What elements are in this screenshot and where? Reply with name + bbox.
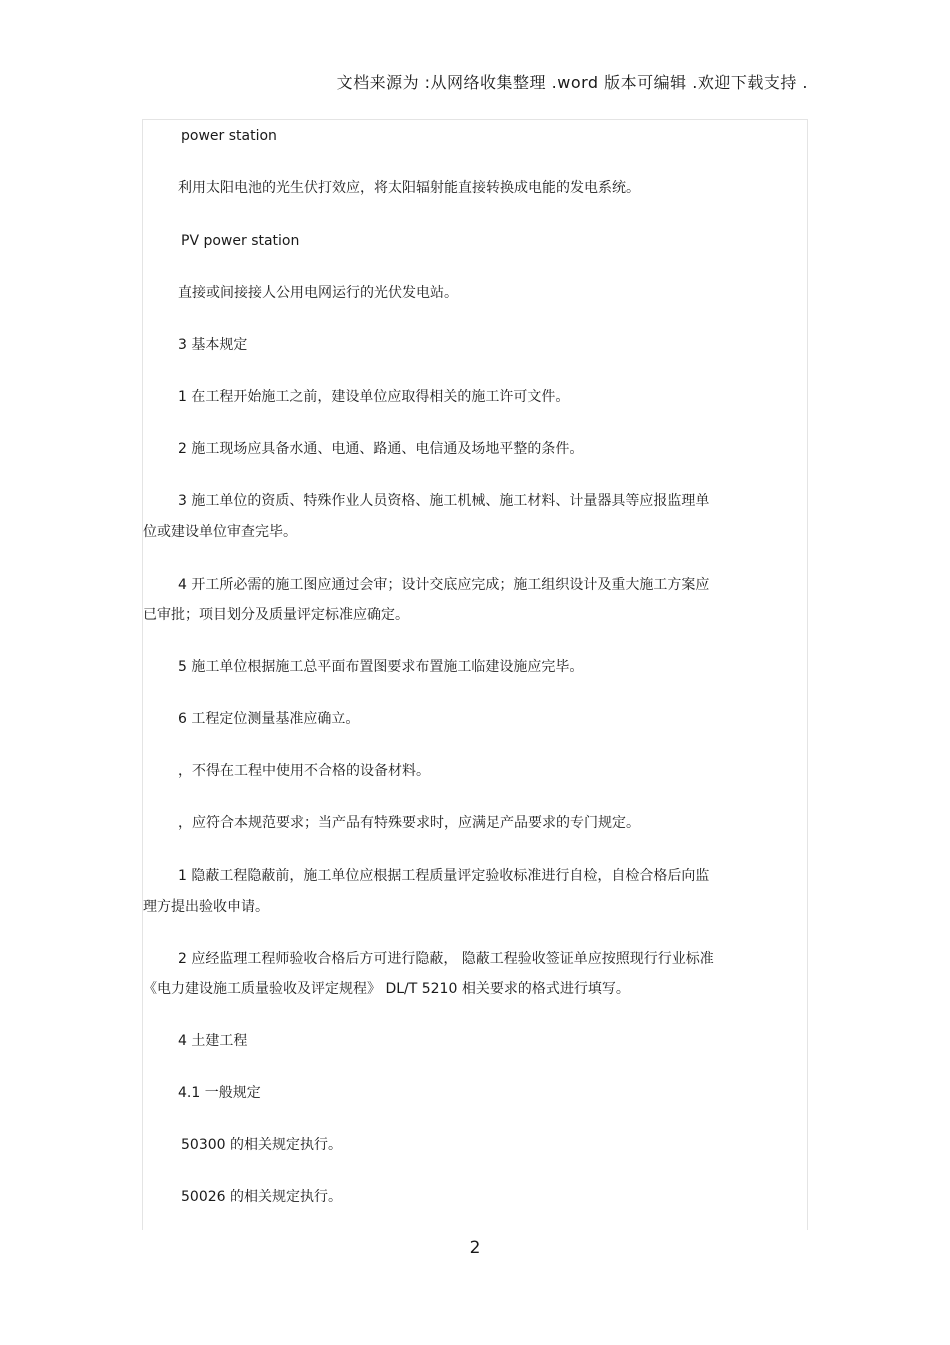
paragraph-line: power station: [181, 128, 277, 144]
paragraph-line: 利用太阳电池的光生伏打效应，将太阳辐射能直接转换成电能的发电系统。: [178, 180, 640, 196]
paragraph-line: 4 土建工程: [178, 1033, 248, 1049]
paragraph-line: 已审批；项目划分及质量评定标准应确定。: [143, 607, 409, 623]
paragraph-line: 2 应经监理工程师验收合格后方可进行隐蔽， 隐蔽工程验收签证单应按照现行行业标准: [178, 951, 714, 967]
paragraph-line: 3 基本规定: [178, 337, 248, 353]
paragraph-line: 1 隐蔽工程隐蔽前，施工单位应根据工程质量评定验收标准进行自检，自检合格后向监: [178, 868, 710, 884]
paragraph-line: 5 施工单位根据施工总平面布置图要求布置施工临建设施应完毕。: [178, 659, 584, 675]
paragraph-line: 3 施工单位的资质、特殊作业人员资格、施工机械、施工材料、计量器具等应报监理单: [178, 493, 710, 509]
paragraph-line: ，不得在工程中使用不合格的设备材料。: [178, 763, 430, 779]
paragraph-line: ，应符合本规范要求；当产品有特殊要求时，应满足产品要求的专门规定。: [178, 815, 640, 831]
paragraph-line: 4.1 一般规定: [178, 1085, 261, 1101]
document-body: [143, 120, 807, 1230]
paragraph-line: 直接或间接接人公用电网运行的光伏发电站。: [178, 285, 458, 301]
paragraph-line: PV power station: [181, 233, 300, 249]
paragraph-line: 《电力建设施工质量验收及评定规程》 DL/T 5210 相关要求的格式进行填写。: [143, 981, 630, 997]
paragraph-line: 1 在工程开始施工之前，建设单位应取得相关的施工许可文件。: [178, 389, 570, 405]
paragraph-line: 6 工程定位测量基准应确立。: [178, 711, 360, 727]
document-source-header: 文档来源为 :从网络收集整理 .word 版本可编辑 .欢迎下载支持 .: [336, 73, 808, 92]
paragraph-line: 理方提出验收申请。: [143, 899, 269, 915]
paragraph-line: 50300 的相关规定执行。: [181, 1137, 342, 1153]
paragraph-line: 50026 的相关规定执行。: [181, 1189, 342, 1205]
page-frame: [142, 119, 808, 1230]
paragraph-line: 位或建设单位审查完毕。: [143, 524, 297, 540]
page-number: 2: [469, 1238, 481, 1258]
paragraph-line: 4 开工所必需的施工图应通过会审；设计交底应完成；施工组织设计及重大施工方案应: [178, 577, 710, 593]
paragraph-line: 2 施工现场应具备水通、电通、路通、电信通及场地平整的条件。: [178, 441, 584, 457]
